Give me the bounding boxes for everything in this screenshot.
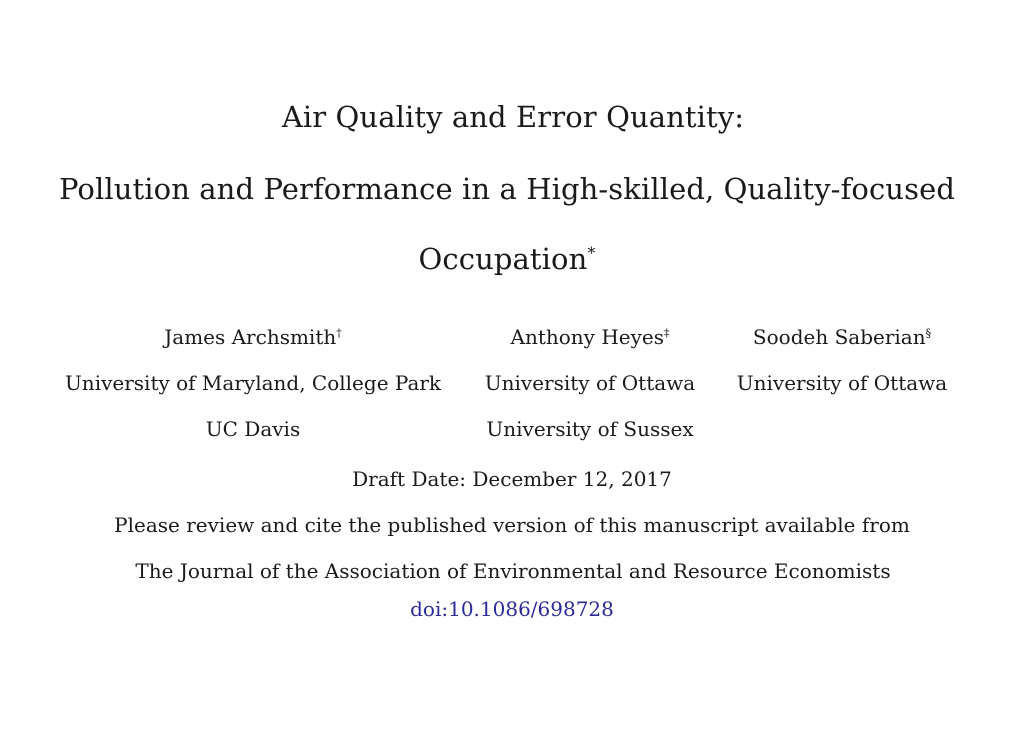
author-name-text: James Archsmith <box>164 325 337 349</box>
review-note: Please review and cite the published version of this manuscript available from <box>114 513 910 537</box>
author-block-heyes <box>470 325 710 445</box>
draft-date: Draft Date: December 12, 2017 <box>352 467 672 491</box>
author-affiliation: University of Sussex <box>486 417 694 441</box>
journal-name: The Journal of the Association of Environmental and Resource Economists <box>135 559 891 583</box>
author-name <box>727 325 957 349</box>
author-affiliation: University of Maryland, College Park <box>64 371 442 395</box>
author-footnote-mark: ‡ <box>664 326 670 340</box>
author-footnote-mark: § <box>925 326 932 340</box>
title-line-3-text: Occupation <box>418 242 588 276</box>
author-block-archsmith <box>57 325 449 445</box>
author-name-text: Soodeh Saberian <box>752 325 926 349</box>
author-affiliation: University of Ottawa <box>736 371 948 395</box>
title-line-3 <box>0 242 1019 276</box>
author-name <box>57 325 449 349</box>
title-footnote-mark: * <box>587 243 596 263</box>
author-affiliation: UC Davis <box>205 417 301 441</box>
doi-link[interactable]: doi:10.1086/698728 <box>410 597 614 621</box>
author-name-text: Anthony Heyes <box>510 325 664 349</box>
author-footnote-mark: † <box>336 326 342 340</box>
author-block-saberian <box>727 325 957 445</box>
title-line-2: Pollution and Performance in a High-skilled, Quality-focused <box>58 172 955 206</box>
author-affiliation: University of Ottawa <box>484 371 696 395</box>
title-line-1: Air Quality and Error Quantity: <box>281 100 745 134</box>
author-name <box>470 325 710 349</box>
